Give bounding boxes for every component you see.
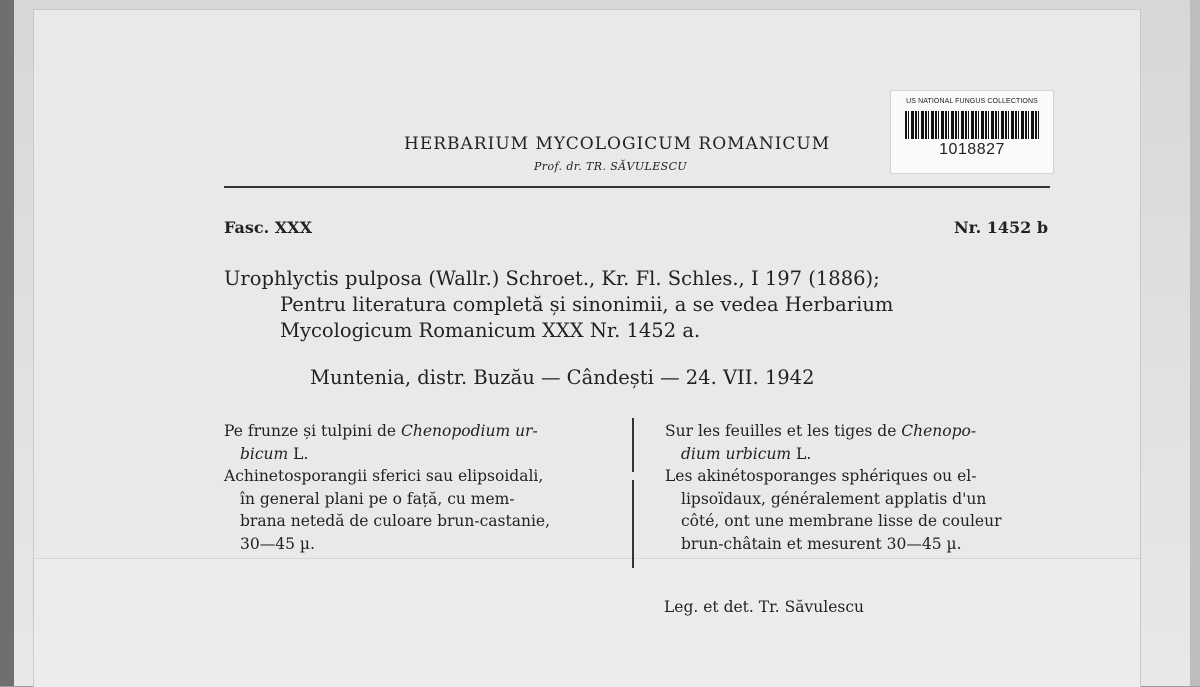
label-lower-strip [34, 558, 1140, 687]
host-species-b: dium urbicum [681, 444, 792, 463]
host-species-b: bicum [240, 444, 289, 463]
host-line [665, 420, 1055, 443]
desc-line-2: în general plani pe o față, cu mem- [240, 489, 515, 508]
host-suffix: L. [288, 444, 309, 463]
fascicle-label: Fasc. XXX [224, 218, 312, 237]
barcode-number: 1018827 [939, 141, 1005, 158]
desc-line-1: Les akinétosporanges sphériques ou el- [665, 467, 977, 485]
host-prefix: Pe frunze și tulpini de [224, 422, 401, 440]
column-divider [632, 418, 634, 568]
locality-line: Muntenia, distr. Buzău — Cândești — 24. VII. 1942 [310, 366, 815, 389]
desc-line-4: 30—45 µ. [240, 534, 315, 553]
description-french [665, 420, 1055, 555]
citation-line-3: Mycologicum Romanicum XXX Nr. 1452 a. [280, 319, 701, 342]
barcode-tag [890, 90, 1054, 174]
host-suffix: L. [791, 444, 812, 463]
description-romanian [224, 420, 612, 555]
desc-line-2: lipsoïdaux, généralement applatis d'un [681, 489, 987, 508]
herbarium-label [34, 10, 1140, 686]
desc-line-3: côté, ont une membrane lisse de couleur [681, 512, 1002, 530]
citation-line-1: Urophlyctis pulposa (Wallr.) Schroet., Kr. Fl. Schles., I 197 (1886); [224, 267, 880, 290]
host-line-cont [665, 443, 1055, 466]
host-species-a: Chenopo- [901, 422, 977, 440]
species-citation [224, 266, 1054, 344]
collector-line: Leg. et det. Tr. Săvulescu [664, 598, 864, 616]
barcode-icon [905, 111, 1039, 139]
column-divider-gap [630, 472, 636, 480]
header-title: HERBARIUM MYCOLOGICUM ROMANICUM [404, 134, 831, 154]
host-line [224, 420, 612, 443]
specimen-number: Nr. 1452 b [953, 218, 1048, 237]
host-species-a: Chenopodium ur- [401, 422, 538, 440]
sheet-left-edge [0, 0, 14, 686]
desc-line-4: brun-châtain et mesurent 30—45 µ. [681, 534, 962, 553]
header-divider [224, 186, 1050, 188]
citation-line-2: Pentru literatura completă și sinonimii, a se vedea Herbarium [280, 293, 894, 316]
sheet-right-edge [1190, 0, 1200, 686]
barcode-caption: US NATIONAL FUNGUS COLLECTIONS [906, 98, 1038, 105]
desc-line-1: Achinetosporangii sferici sau elipsoidali, [224, 467, 544, 485]
header-subtitle: Prof. dr. TR. SĂVULESCU [534, 160, 688, 173]
host-prefix: Sur les feuilles et les tiges de [665, 422, 902, 440]
desc-line-3: brana netedă de culoare brun-castanie, [240, 512, 551, 530]
host-line-cont [224, 443, 612, 466]
